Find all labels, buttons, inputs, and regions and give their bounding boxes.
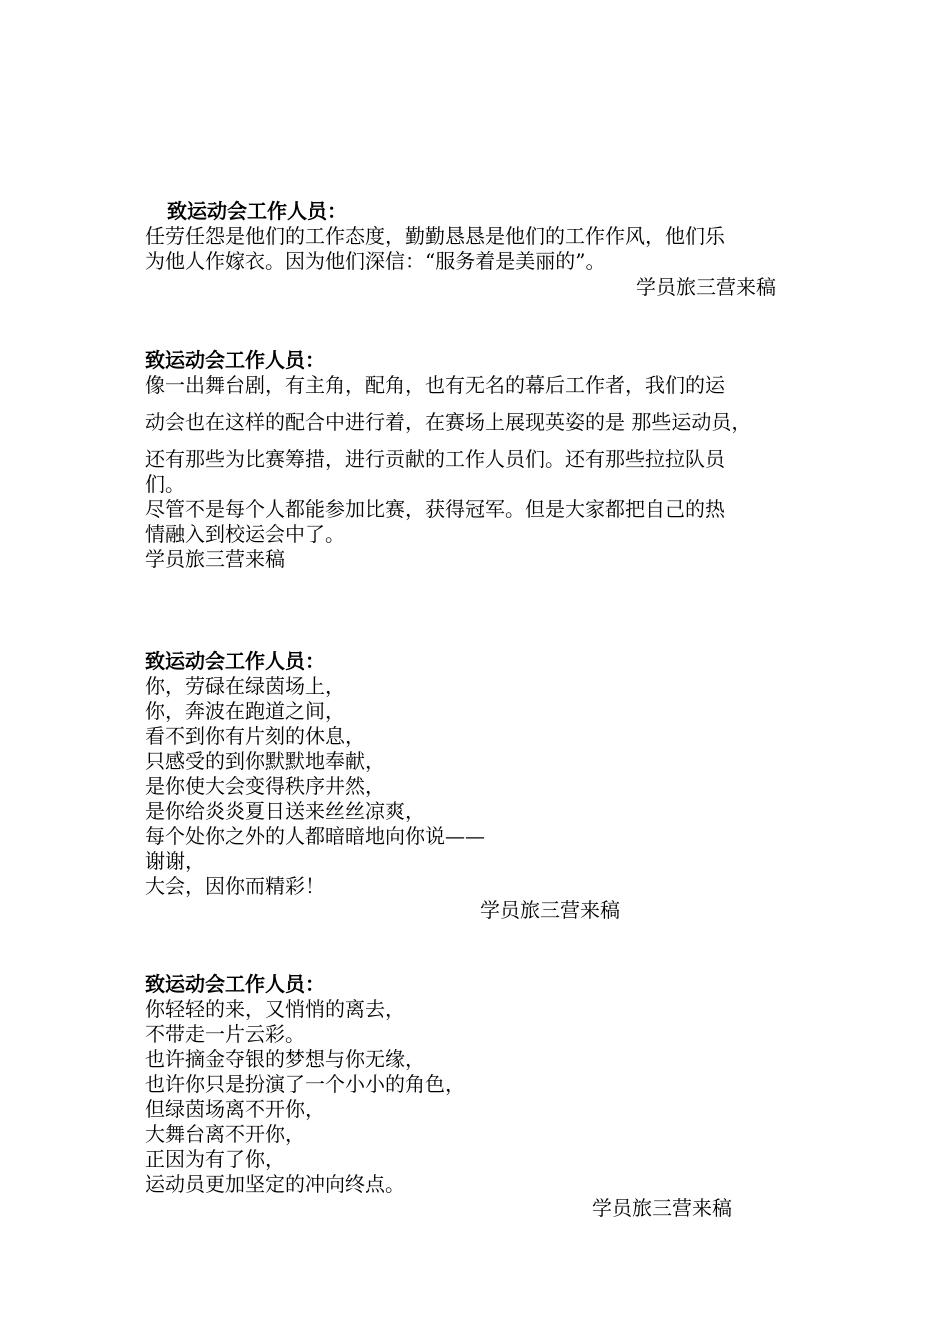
section-2-line-6: 情融入到校运会中了。 [145,522,345,546]
section-4-line-6: 大舞台离不开你， [145,1122,305,1146]
section-3-line-3: 看不到你有片刻的休息， [145,724,365,748]
section-3-line-5: 是你使大会变得秩序井然， [145,774,385,798]
section-4-line-3: 也许摘金夺银的梦想与你无缘， [145,1047,425,1071]
section-3-line-6: 是你给炎炎夏日送来丝丝凉爽， [145,799,425,823]
section-4-line-7: 正因为有了你， [145,1147,285,1171]
section-3-line-8: 谢谢， [145,849,205,873]
section-2-line-4: 们。 [145,472,185,496]
section-1-line-1: 任劳任怨是他们的工作态度，勤勤恳恳是他们的工作作风，他们乐 [145,224,725,248]
section-3-line-9: 大会，因你而精彩！ [145,874,325,898]
section-4-line-1: 你轻轻的来，又悄悄的离去， [145,997,405,1021]
section-3-line-2: 你，奔波在跑道之间， [145,699,345,723]
section-4-heading: 致运动会工作人员： [145,972,325,996]
section-2-line-5: 尽管不是每个人都能参加比赛，获得冠军。但是大家都把自己的热 [145,497,725,521]
section-4-line-8: 运动员更加坚定的冲向终点。 [145,1172,405,1196]
section-1-line-2: 为他人作嫁衣。因为他们深信：“服务着是美丽的”。 [145,249,606,273]
section-1-signature: 学员旅三营来稿 [636,275,776,299]
section-2-heading: 致运动会工作人员： [145,348,325,372]
section-2-signature: 学员旅三营来稿 [145,547,285,571]
section-2 [145,347,825,572]
section-3-line-4: 只感受的到你默默地奉献， [145,749,385,773]
section-1-heading: 致运动会工作人员： [167,199,347,223]
section-3-heading: 致运动会工作人员： [145,649,325,673]
section-1 [145,198,825,274]
section-4-signature: 学员旅三营来稿 [592,1196,732,1220]
section-2-line-1: 像一出舞台剧，有主角，配角，也有无名的幕后工作者，我们的运 [145,373,725,397]
section-4 [145,971,825,1197]
section-2-line-2: 动会也在这样的配合中进行着，在赛场上展现英姿的是 那些运动员， [145,410,752,434]
section-3-line-1: 你，劳碌在绿茵场上， [145,674,345,698]
section-3 [145,648,825,899]
section-4-line-2: 不带走一片云彩。 [145,1022,305,1046]
section-3-line-7: 每个处你之外的人都暗暗地向你说—— [145,824,485,848]
section-4-line-4: 也许你只是扮演了一个小小的角色， [145,1072,465,1096]
section-4-line-5: 但绿茵场离不开你， [145,1097,325,1121]
section-2-line-3: 还有那些为比赛筹措，进行贡献的工作人员们。还有那些拉拉队员 [145,447,725,471]
section-3-signature: 学员旅三营来稿 [480,898,620,922]
